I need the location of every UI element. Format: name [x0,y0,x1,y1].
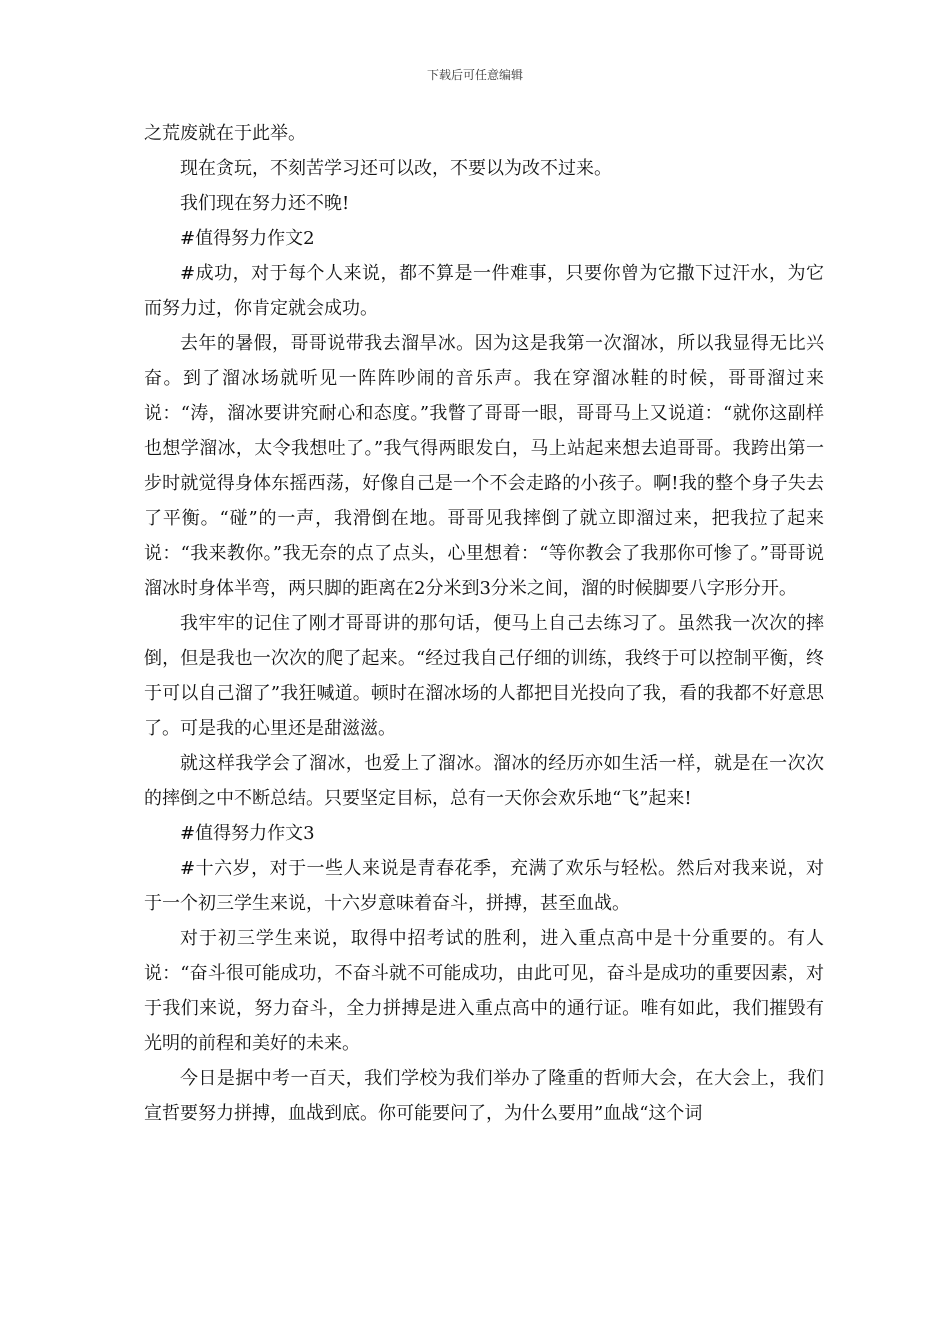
paragraph: 就这样我学会了溜冰，也爱上了溜冰。溜冰的经历亦如生活一样，就是在一次次的摔倒之中不断总结。只要坚定目标，总有一天你会欢乐地“飞”起来! [144,753,824,809]
paragraph: #十六岁，对于一些人来说是青春花季，充满了欢乐与轻松。然后对我来说，对于一个初三学生来说，十六岁意味着奋斗，拼搏，甚至血战。 [144,858,824,914]
section-heading: #值得努力作文2 [180,228,315,249]
section-heading: #值得努力作文3 [180,823,315,844]
paragraph: 今日是据中考一百天，我们学校为我们举办了隆重的哲师大会，在大会上，我们宣哲要努力拼搏，血战到底。你可能要问了，为什么要用”血战“这个词 [144,1068,824,1124]
paragraph: 我牢牢的记住了刚才哥哥讲的那句话，便马上自己去练习了。虽然我一次次的摔倒，但是我也一次次的爬了起来。“经过我自己仔细的训练，我终于可以控制平衡，终于可以自己溜了”我狂喊道。顿时在溜冰场的人都把目光投向了我，看的我都不好意思了。可是我的心里还是甜滋滋。 [144,613,824,739]
paragraph: 去年的暑假，哥哥说带我去溜旱冰。因为这是我第一次溜冰，所以我显得无比兴奋。到了溜冰场就听见一阵阵吵闹的音乐声。我在穿溜冰鞋的时候，哥哥溜过来说：“涛，溜冰要讲究耐心和态度。”我瞥了哥哥一眼，哥哥马上又说道：“就你这副样也想学溜冰，太令我想吐了。”我气得两眼发白，马上站起来想去追哥哥。我跨出第一步时就觉得身体东摇西荡，好像自己是一个不会走路的小孩子。啊!我的整个身子失去了平衡。“碰”的一声，我滑倒在地。哥哥见我摔倒了就立即溜过来，把我拉了起来说：“我来教你。”我无奈的点了点头，心里想着：“等你教会了我那你可惨了。”哥哥说溜冰时身体半弯，两只脚的距离在2分米到3分米之间，溜的时候脚要八字形分开。 [144,333,824,599]
paragraph: 现在贪玩，不刻苦学习还可以改，不要以为改不过来。 [180,158,612,179]
paragraph: 之荒废就在于此举。 [144,123,306,144]
document-body [144,116,824,1131]
paragraph: 对于初三学生来说，取得中招考试的胜利，进入重点高中是十分重要的。有人说：“奋斗很可能成功，不奋斗就不可能成功，由此可见，奋斗是成功的重要因素，对于我们来说，努力奋斗，全力拼搏是进入重点高中的通行证。唯有如此，我们摧毁有光明的前程和美好的未来。 [144,928,824,1054]
page-header: 下载后可任意编辑 [426,68,523,82]
paragraph: 我们现在努力还不晚! [180,193,350,214]
paragraph: #成功，对于每个人来说，都不算是一件难事，只要你曾为它撒下过汗水，为它而努力过，你肯定就会成功。 [144,263,824,319]
